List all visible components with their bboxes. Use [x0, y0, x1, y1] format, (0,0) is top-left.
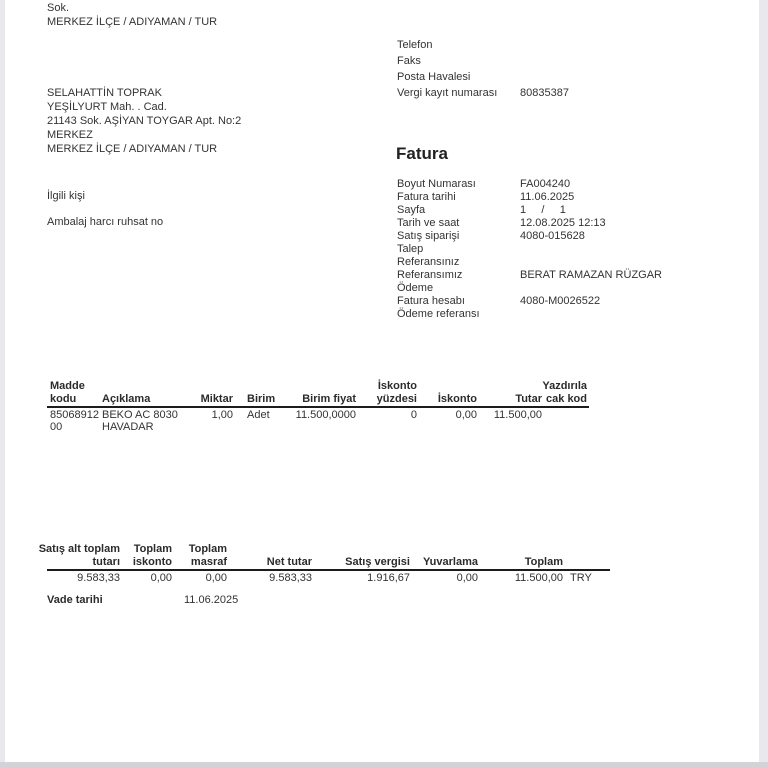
invoice-detail-row [397, 230, 662, 243]
invoice-detail-row [397, 217, 662, 230]
recipient-address-block [47, 86, 241, 156]
items-header-rule [47, 406, 589, 408]
totals-value-total-discount: 0,00 [150, 572, 172, 584]
field-label: Ödeme [397, 282, 434, 294]
invoice-details-block [397, 178, 662, 321]
page-edge-bottom-strip [0, 762, 768, 768]
totals-header-sales-subtotal: Satış alt toplam tutarı [38, 543, 120, 568]
items-header-unit: Birim [247, 393, 276, 405]
contact-row-telefon [397, 37, 569, 53]
invoice-detail-row [397, 295, 662, 308]
contact-row-vergi-kayit [397, 85, 569, 101]
totals-header-total: Toplam [524, 556, 563, 568]
due-date-row [47, 594, 238, 607]
recipient-name: SELAHATTİN TOPRAK [47, 87, 162, 99]
items-cell-discount: 0,00 [455, 409, 477, 421]
totals-value-net-amount: 9.583,33 [269, 572, 312, 584]
sender-address-block [47, 1, 217, 29]
totals-value-sales-subtotal: 9.583,33 [77, 572, 120, 584]
items-cell-discount-percent: 0 [410, 409, 417, 421]
contact-info-block [397, 37, 569, 101]
packaging-license-label: Ambalaj harcı ruhsat no [47, 216, 164, 228]
totals-header-total-discount: Toplam iskonto [132, 543, 172, 568]
items-header-discount-percent: İskonto yüzdesi [376, 380, 417, 405]
invoice-detail-row [397, 243, 662, 256]
field-value: 80835387 [520, 87, 569, 99]
totals-value-total-charges: 0,00 [205, 572, 227, 584]
field-label: Posta Havalesi [397, 71, 471, 83]
page-edge-right-strip [759, 0, 768, 768]
totals-value-currency: TRY [570, 572, 592, 584]
invoice-detail-row [397, 308, 662, 321]
field-value: FA004240 [520, 178, 571, 190]
items-header-item-code: Madde kodu [50, 380, 85, 405]
items-cell-unit: Adet [247, 409, 270, 421]
items-header-discount: İskonto [437, 393, 477, 405]
totals-value-total: 11.500,00 [514, 572, 563, 584]
invoice-detail-row [397, 256, 662, 269]
address-line: MERKEZ İLÇE / ADIYAMAN / TUR [47, 143, 218, 155]
totals-header-rounding: Yuvarlama [422, 556, 478, 568]
address-line: 21143 Sok. AŞİYAN TOYGAR Apt. No:2 [47, 115, 242, 127]
totals-header-sales-tax: Satış vergisi [345, 556, 410, 568]
items-table [47, 380, 589, 440]
invoice-detail-row [397, 282, 662, 295]
items-header-amount: Tutar [515, 393, 542, 405]
invoice-detail-row [397, 191, 662, 204]
invoice-detail-row [397, 269, 662, 282]
contact-row-faks [397, 53, 569, 69]
page-edge-left-strip [0, 0, 5, 768]
contact-row-posta-havalesi [397, 69, 569, 85]
field-label: Fatura hesabı [397, 295, 465, 307]
items-cell-amount: 11.500,00 [493, 409, 542, 421]
field-value: 12.08.2025 12:13 [520, 217, 606, 229]
items-cell-item-code: 85068912 00 [50, 409, 99, 433]
field-label: Boyut Numarası [397, 178, 476, 190]
field-value: 1 / 1 [520, 204, 566, 216]
items-cell-unit-price: 11.500,0000 [295, 409, 356, 421]
field-label: Sayfa [397, 204, 426, 216]
invoice-detail-row [397, 204, 662, 217]
invoice-detail-row [397, 178, 662, 191]
due-date-label: Vade tarihi [47, 594, 103, 606]
address-line: MERKEZ [47, 129, 93, 141]
address-line: Sok. [47, 2, 70, 14]
field-label: Vergi kayıt numarası [397, 87, 498, 99]
field-label: Ödeme referansı [397, 308, 480, 320]
contact-person-label: İlgili kişi [47, 190, 85, 202]
totals-table [38, 543, 610, 588]
field-label: Referansınız [397, 256, 460, 268]
field-value: 11.06.2025 [520, 191, 575, 203]
field-value: 4080-015628 [520, 230, 585, 242]
field-label: Faks [397, 55, 421, 67]
field-label: Referansımız [397, 269, 463, 281]
address-line: MERKEZ İLÇE / ADIYAMAN / TUR [47, 16, 218, 28]
totals-value-sales-tax: 1.916,67 [367, 572, 410, 584]
totals-value-rounding: 0,00 [456, 572, 478, 584]
field-label: Fatura tarihi [397, 191, 456, 203]
field-value: BERAT RAMAZAN RÜZGAR [520, 269, 662, 281]
items-cell-quantity: 1,00 [211, 409, 233, 421]
items-header-quantity: Miktar [200, 393, 233, 405]
totals-header-net-amount: Net tutar [266, 556, 312, 568]
items-header-unit-price: Birim fiyat [302, 393, 356, 405]
invoice-title: Fatura [396, 144, 448, 163]
field-label: Satış siparişi [397, 230, 460, 242]
field-label: Talep [397, 243, 424, 255]
field-label: Tarih ve saat [397, 217, 460, 229]
items-header-print-code: Yazdırıla cak kod [542, 380, 587, 405]
due-date-value: 11.06.2025 [184, 594, 239, 606]
items-header-description: Açıklama [102, 393, 151, 405]
totals-header-rule [47, 569, 610, 571]
totals-header-total-charges: Toplam masraf [188, 543, 227, 568]
field-value: 4080-M0026522 [520, 295, 601, 307]
items-cell-description: BEKO AC 8030 HAVADAR [102, 409, 178, 433]
field-label: Telefon [397, 39, 433, 51]
address-line: YEŞİLYURT Mah. . Cad. [47, 101, 167, 113]
